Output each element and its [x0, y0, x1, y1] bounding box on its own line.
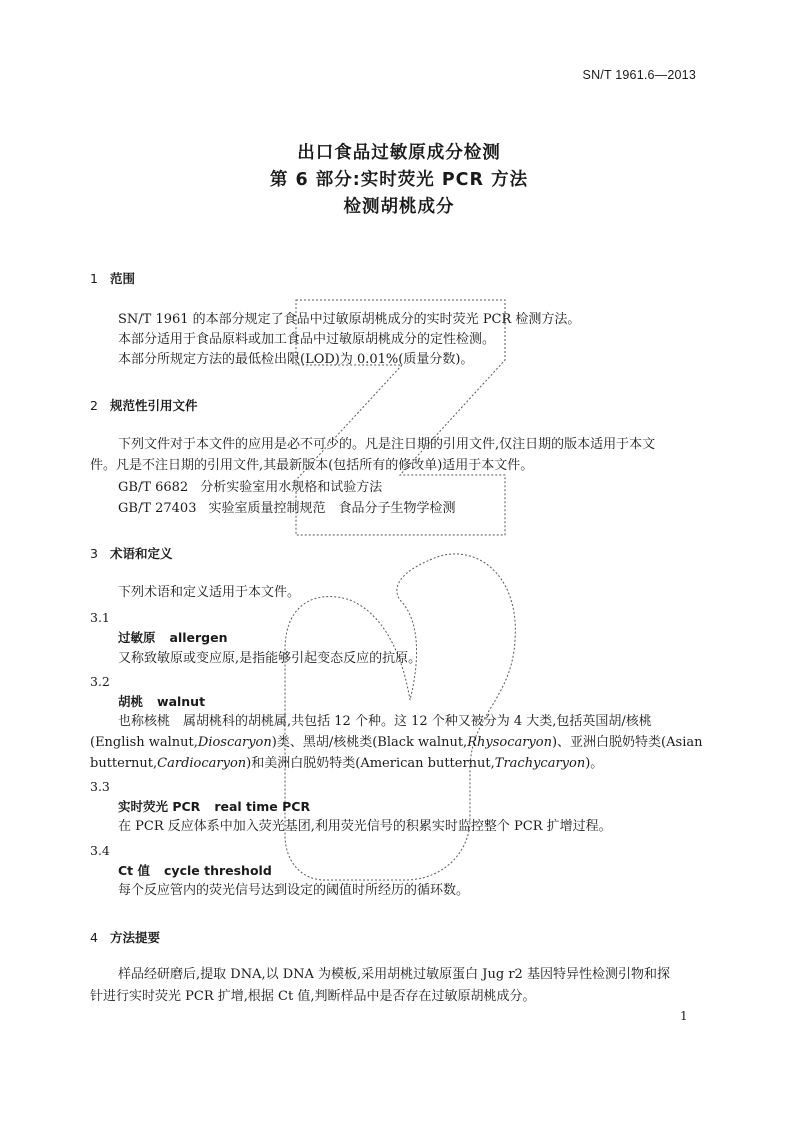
term-zh: 实时荧光 PCR [118, 799, 201, 814]
text-run: )类、黑胡/核桃类(Black walnut, [271, 735, 468, 750]
term-heading [118, 862, 272, 880]
text-run: )、亚洲白脱奶特类(Asian [551, 735, 703, 750]
title-line-3: 检测胡桃成分 [343, 197, 455, 217]
term-zh: 过敏原 [118, 630, 156, 645]
paragraph: 本部分适用于食品原料或加工食品中过敏原胡桃成分的定性检测。 [118, 332, 496, 347]
term-definition: 每个反应管内的荧光信号达到设定的阈值时所经历的循环数。 [118, 883, 470, 898]
text-run: (English walnut, [90, 735, 198, 750]
document-id: SN/T 1961.6—2013 [582, 68, 696, 82]
section-title: 规范性引用文件 [110, 398, 198, 413]
term-en: allergen [169, 630, 228, 645]
text-run: )。 [585, 756, 604, 771]
section-title: 方法提要 [110, 930, 161, 945]
section-number: 4 [90, 930, 98, 945]
section-title: 术语和定义 [110, 546, 173, 561]
term-heading [118, 798, 310, 816]
paragraph: 样品经研磨后,提取 DNA,以 DNA 为模板,采用胡桃过敏原蛋白 Jug r2 基因特异性检测引物和探 [118, 967, 670, 982]
reference-item [118, 479, 382, 497]
latin-name: Trachycaryon [494, 756, 586, 771]
term-heading [118, 693, 205, 711]
term-en: real time PCR [214, 799, 311, 814]
reference-code: GB/T 27403 [118, 501, 197, 516]
section-2-heading [90, 397, 198, 415]
document-title [0, 140, 798, 221]
clause-number: 3.3 [90, 779, 110, 794]
clause-number: 3.4 [90, 843, 110, 858]
latin-name: Dioscaryon [197, 735, 272, 750]
term-en: cycle threshold [164, 863, 272, 878]
paragraph: SN/T 1961 的本部分规定了食品中过敏原胡桃成分的实时荧光 PCR 检测方法。 [118, 312, 581, 327]
section-3-heading [90, 545, 173, 563]
paragraph: 下列文件对于本文件的应用是必不可少的。凡是注日期的引用文件,仅注日期的版本适用于本文 [118, 437, 656, 452]
section-title: 范围 [110, 271, 136, 286]
term-zh: Ct 值 [118, 863, 151, 878]
term-definition [90, 755, 603, 773]
text-run: butternut, [90, 756, 158, 771]
term-definition: 也称核桃 属胡桃科的胡桃属,共包括 12 个种。这 12 个种又被分为 4 大类,包括英国胡/核桃 [118, 714, 652, 729]
term-definition: 又称致敏原或变应原,是指能够引起变态反应的抗原。 [118, 651, 422, 666]
title-line-1: 出口食品过敏原成分检测 [297, 143, 501, 163]
paragraph: 针进行实时荧光 PCR 扩增,根据 Ct 值,判断样品中是否存在过敏原胡桃成分。 [90, 989, 536, 1004]
section-number: 3 [90, 546, 98, 561]
title-line-2: 第 6 部分:实时荧光 PCR 方法 [269, 170, 529, 190]
section-number: 2 [90, 398, 98, 413]
reference-title: 分析实验室用水规格和试验方法 [200, 480, 383, 495]
latin-name: Rhysocaryon [467, 735, 552, 750]
term-en: walnut [157, 694, 206, 709]
text-run: )和美洲白脱奶特类(American butternut, [246, 756, 495, 771]
term-definition: 在 PCR 反应体系中加入荧光基团,利用荧光信号的积累实时监控整个 PCR 扩增过程。 [118, 819, 612, 834]
section-number: 1 [90, 271, 98, 286]
section-1-heading [90, 270, 135, 288]
term-heading [118, 629, 228, 647]
reference-item [118, 500, 456, 518]
reference-code: GB/T 6682 [118, 480, 189, 495]
paragraph: 下列术语和定义适用于本文件。 [118, 585, 301, 600]
term-definition [90, 734, 702, 752]
section-4-heading [90, 929, 160, 947]
clause-number: 3.2 [90, 674, 110, 689]
clause-number: 3.1 [90, 610, 110, 625]
paragraph: 本部分所规定方法的最低检出限(LOD)为 0.01%(质量分数)。 [118, 352, 474, 367]
reference-title: 实验室质量控制规范 食品分子生物学检测 [208, 501, 456, 516]
page-number: 1 [680, 1009, 688, 1023]
term-zh: 胡桃 [118, 694, 144, 709]
paragraph: 件。凡是不注日期的引用文件,其最新版本(包括所有的修改单)适用于本文件。 [90, 458, 534, 473]
latin-name: Cardiocaryon [157, 756, 247, 771]
